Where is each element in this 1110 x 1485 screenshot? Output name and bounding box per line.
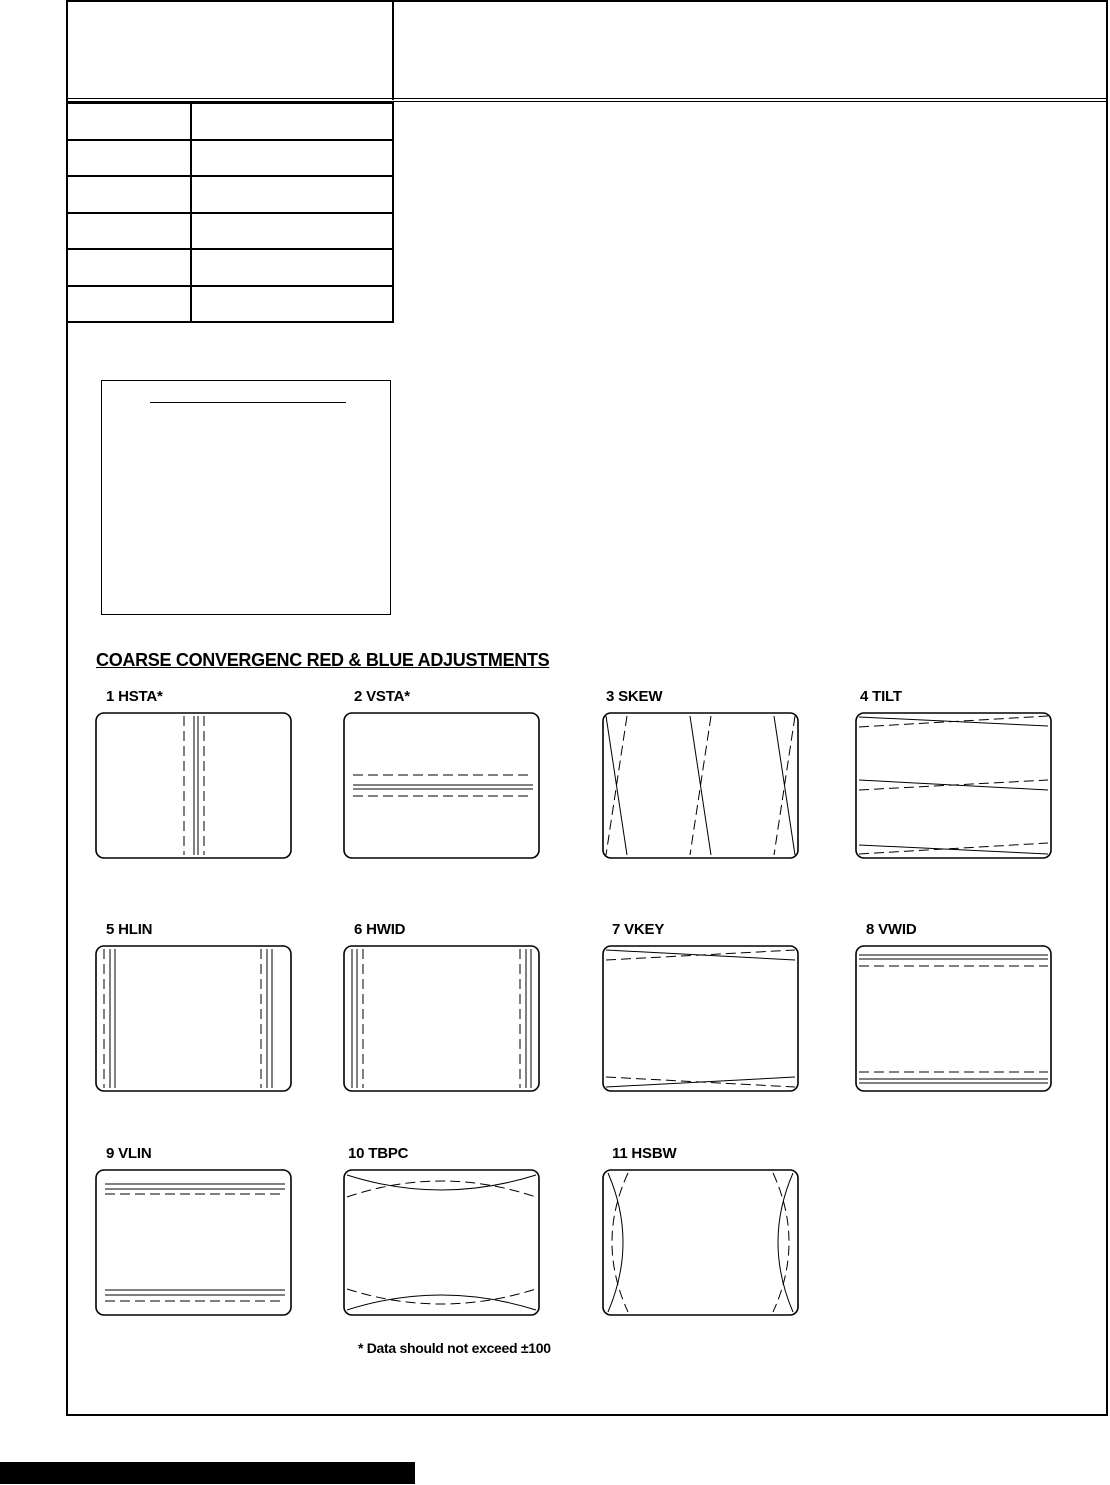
panel-label-tilt: 4 TILT (860, 688, 902, 705)
bottom-bar (0, 1462, 415, 1484)
screen-hsta (95, 712, 292, 859)
screen-hsbw (602, 1169, 799, 1316)
side-box (101, 380, 391, 615)
footnote: * Data should not exceed ±100 (358, 1340, 551, 1356)
panel-label-vkey: 7 VKEY (612, 921, 665, 938)
screen-tilt (855, 712, 1052, 859)
table-row (67, 213, 393, 250)
table-row (67, 140, 393, 177)
panel-label-hsbw: 11 HSBW (612, 1145, 677, 1162)
panel-label-vwid: 8 VWID (866, 921, 917, 938)
data-table (66, 102, 394, 323)
screen-hwid (343, 945, 540, 1092)
screen-vkey (602, 945, 799, 1092)
panel-label-hsta: 1 HSTA* (106, 688, 163, 705)
table-row (67, 103, 393, 140)
panel-label-skew: 3 SKEW (606, 688, 663, 705)
screen-vwid (855, 945, 1052, 1092)
screen-vlin (95, 1169, 292, 1316)
section-title: COARSE CONVERGENC RED & BLUE ADJUSTMENTS (96, 650, 550, 670)
table-row (67, 249, 393, 286)
screen-hlin (95, 945, 292, 1092)
panel-label-vlin: 9 VLIN (106, 1145, 152, 1162)
panel-label-hlin: 5 HLIN (106, 921, 153, 938)
screen-vsta (343, 712, 540, 859)
panel-label-vsta: 2 VSTA* (354, 688, 410, 705)
panel-label-hwid: 6 HWID (354, 921, 406, 938)
table-row (67, 286, 393, 323)
side-box-title-line (150, 402, 346, 403)
screen-skew (602, 712, 799, 859)
header-left-cell (66, 0, 394, 100)
screen-tbpc (343, 1169, 540, 1316)
table-row (67, 176, 393, 213)
panel-label-tbpc: 10 TBPC (348, 1145, 409, 1162)
